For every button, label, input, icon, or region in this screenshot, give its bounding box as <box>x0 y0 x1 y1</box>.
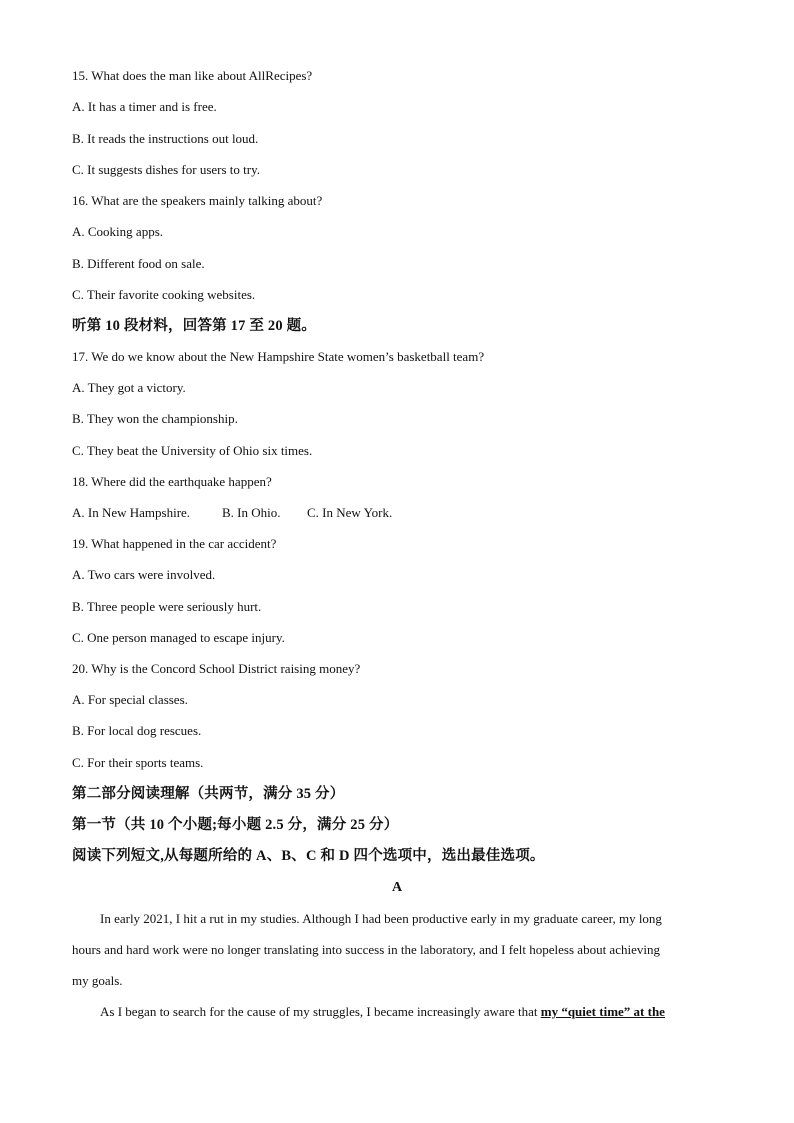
question-19: 19. What happened in the car accident? <box>72 536 277 551</box>
passage-paragraph-1-line-3: my goals. <box>72 973 123 988</box>
question-15-option-b: B. It reads the instructions out loud. <box>72 131 259 146</box>
passage-paragraph-2-text: As I began to search for the cause of my struggles, I became increasingly aware that <box>100 1004 541 1019</box>
question-20-option-a: A. For special classes. <box>72 692 188 707</box>
section1-heading: 第一节（共 10 个小题;每小题 2.5 分，满分 25 分） <box>72 817 399 833</box>
question-16-option-a: A. Cooking apps. <box>72 224 163 239</box>
passage-underlined-phrase: my “quiet time” at the <box>540 1004 665 1019</box>
question-18-option-b: B. In Ohio. <box>222 505 281 520</box>
question-19-option-c: C. One person managed to escape injury. <box>72 630 285 645</box>
question-18-options-row <box>72 505 392 521</box>
question-16-option-c: C. Their favorite cooking websites. <box>72 287 256 302</box>
question-17-option-b: B. They won the championship. <box>72 411 238 426</box>
question-18-option-a: A. In New Hampshire. <box>72 505 191 520</box>
section-heading-material-10: 听第 10 段材料，回答第 17 至 20 题。 <box>72 318 317 334</box>
question-20: 20. Why is the Concord School District raising money? <box>72 661 361 676</box>
passage-paragraph-2-line-1 <box>100 1004 665 1020</box>
question-17-option-c: C. They beat the University of Ohio six times. <box>72 443 313 458</box>
question-19-option-a: A. Two cars were involved. <box>72 567 216 582</box>
question-18-option-c: C. In New York. <box>307 505 393 520</box>
part2-heading: 第二部分阅读理解（共两节，满分 35 分） <box>72 786 345 802</box>
passage-title: A <box>391 880 403 895</box>
question-19-option-b: B. Three people were seriously hurt. <box>72 599 262 614</box>
question-16-option-b: B. Different food on sale. <box>72 256 205 271</box>
question-15-option-c: C. It suggests dishes for users to try. <box>72 162 261 177</box>
question-17: 17. We do we know about the New Hampshire State women’s basketball team? <box>72 349 485 364</box>
question-17-option-a: A. They got a victory. <box>72 380 186 395</box>
question-16: 16. What are the speakers mainly talking about? <box>72 193 323 208</box>
passage-paragraph-1-line-2: hours and hard work were no longer translating into success in the laboratory, and I felt hopeless about achieving <box>72 942 660 957</box>
instruction-heading: 阅读下列短文,从每题所给的 A、B、C 和 D 四个选项中，选出最佳选项。 <box>72 848 545 864</box>
question-20-option-b: B. For local dog rescues. <box>72 723 202 738</box>
question-20-option-c: C. For their sports teams. <box>72 755 204 770</box>
question-18: 18. Where did the earthquake happen? <box>72 474 272 489</box>
passage-paragraph-1-line-1: In early 2021, I hit a rut in my studies. Although I had been productive early in my graduate career, my long <box>100 911 662 926</box>
question-15: 15. What does the man like about AllRecipes? <box>72 68 313 83</box>
question-15-option-a: A. It has a timer and is free. <box>72 99 217 114</box>
